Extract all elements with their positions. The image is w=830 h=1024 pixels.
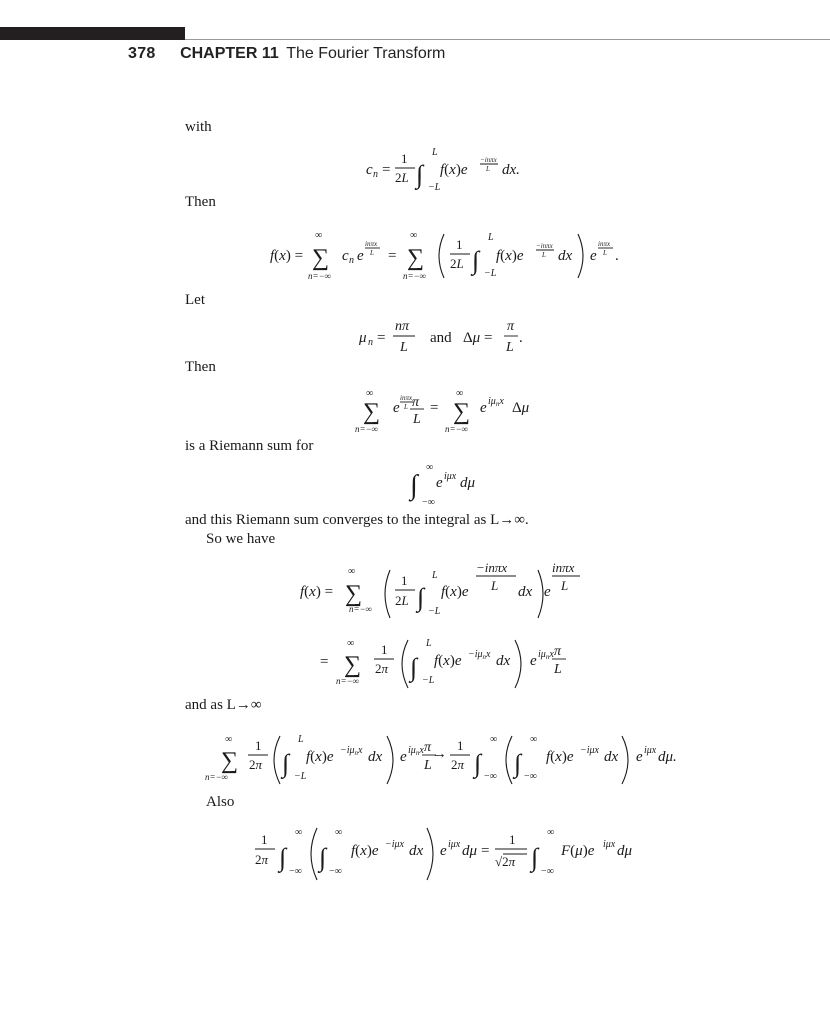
svg-text:∑: ∑ (221, 748, 239, 774)
svg-text:−L: −L (422, 675, 435, 686)
svg-text:=: = (382, 162, 391, 178)
svg-text:−iμx: −iμx (580, 745, 599, 756)
svg-text:∞: ∞ (348, 566, 356, 577)
svg-text:L: L (432, 570, 438, 581)
svg-text:∑: ∑ (363, 399, 381, 425)
svg-text:−∞: −∞ (484, 771, 497, 782)
svg-text:f(x)e: f(x)e (440, 162, 468, 178)
svg-text:dx: dx (368, 749, 383, 765)
svg-text:2L: 2L (395, 593, 409, 608)
svg-text:dμ.: dμ. (658, 749, 677, 765)
svg-text:π: π (554, 644, 562, 659)
svg-text:∫: ∫ (531, 843, 539, 872)
svg-text:1: 1 (255, 738, 262, 753)
svg-text:∫: ∫ (410, 653, 418, 682)
svg-text:=: = (430, 400, 439, 416)
svg-text:n=−∞: n=−∞ (336, 676, 360, 686)
equation-fx-sum (300, 556, 600, 624)
svg-text:−∞: −∞ (289, 866, 302, 877)
svg-text:∞: ∞ (410, 230, 418, 241)
text-then-2: Then (185, 359, 216, 375)
svg-text:f(x)e: f(x)e (351, 843, 379, 859)
svg-text:∞: ∞ (490, 734, 498, 745)
svg-text:n=−∞: n=−∞ (205, 772, 229, 782)
svg-text:dx.: dx. (502, 162, 520, 178)
equation-riemann-sum (350, 384, 540, 436)
text-also: Also (206, 794, 235, 810)
svg-text:=: = (388, 248, 397, 264)
equation-fourier-series (270, 222, 630, 286)
svg-text:∑: ∑ (312, 245, 330, 271)
svg-text:−∞: −∞ (524, 771, 537, 782)
svg-text:2L: 2L (395, 170, 409, 185)
svg-text:∫: ∫ (319, 843, 327, 872)
svg-text:∞: ∞ (547, 827, 555, 838)
svg-text:e: e (393, 400, 400, 416)
svg-text:∞: ∞ (347, 638, 355, 649)
svg-text:L: L (554, 662, 562, 677)
svg-text:−inπx: −inπx (476, 560, 508, 575)
svg-text:L: L (491, 578, 499, 593)
svg-text:∫: ∫ (417, 583, 425, 612)
svg-text:F(μ)e: F(μ)e (561, 843, 595, 859)
svg-text:−L: −L (294, 771, 307, 782)
svg-text:e: e (436, 475, 443, 491)
svg-text:e: e (440, 843, 447, 859)
svg-text:f(x)e: f(x)e (434, 653, 462, 669)
svg-text:n: n (368, 337, 373, 348)
svg-text:∞: ∞ (426, 462, 434, 473)
equation-cn (360, 140, 540, 196)
chapter-title: The Fourier Transform (286, 45, 446, 62)
svg-text:n=−∞: n=−∞ (403, 271, 427, 281)
equation-sum-2pi (320, 632, 590, 694)
svg-text:c: c (342, 248, 349, 264)
svg-text:iμx: iμx (603, 839, 616, 850)
svg-text:∞: ∞ (295, 827, 303, 838)
svg-text:1: 1 (401, 573, 408, 588)
svg-text:iμnx: $i\mu_nx$ (488, 396, 504, 408)
header-bar (0, 27, 185, 40)
svg-text:∞: ∞ (335, 827, 343, 838)
svg-text:=: = (481, 843, 490, 859)
svg-text:dμ: dμ (460, 475, 476, 491)
svg-text:−∞: −∞ (541, 866, 554, 877)
svg-text:iμx: iμx (644, 745, 657, 756)
svg-text:1: 1 (401, 151, 408, 166)
svg-text:iμx: iμx (448, 839, 461, 850)
svg-text:L: L (404, 403, 408, 411)
svg-text:∑: ∑ (345, 581, 363, 607)
svg-text:e: e (530, 653, 537, 669)
svg-text:e: e (544, 584, 551, 600)
text-riemann-intro: is a Riemann sum for (185, 438, 314, 454)
svg-text:∫: ∫ (474, 749, 482, 778)
svg-text:1: 1 (381, 642, 388, 657)
page-number: 378 (128, 45, 156, 62)
svg-text:−L: −L (428, 606, 441, 617)
svg-text:f(x)e: f(x)e (496, 248, 524, 264)
svg-text:inπx: inπx (598, 240, 611, 248)
svg-text:∫: ∫ (279, 843, 287, 872)
svg-text:e: e (480, 400, 487, 416)
svg-text:∫: ∫ (410, 470, 418, 501)
svg-text:→: → (432, 746, 447, 762)
svg-text:nπ: nπ (395, 319, 410, 334)
svg-text:∑: ∑ (344, 652, 362, 678)
svg-text:π: π (412, 395, 420, 410)
equation-mu (355, 312, 535, 358)
svg-text:dx: dx (558, 248, 573, 264)
svg-text:f(x)e: f(x)e (546, 749, 574, 765)
svg-text:dμ: dμ (462, 843, 478, 859)
svg-text:−inπx: −inπx (480, 156, 497, 164)
svg-text:−inπx: −inπx (536, 242, 553, 250)
svg-text:∑: ∑ (453, 399, 471, 425)
svg-text:∫: ∫ (472, 246, 480, 275)
svg-text:2π: 2π (255, 852, 269, 867)
svg-text:L: L (424, 758, 432, 773)
svg-text:L: L (542, 251, 546, 259)
svg-text:iμnx: $i\mu_nx$ (538, 649, 554, 661)
svg-text:inπx: inπx (400, 394, 413, 402)
svg-text:dx: dx (409, 843, 424, 859)
svg-text:L: L (486, 165, 490, 173)
svg-text:Δμ: Δμ (512, 400, 530, 416)
svg-text:inπx: inπx (552, 560, 575, 575)
text-and-as: and as L→∞ (185, 697, 262, 713)
running-header (128, 45, 445, 63)
svg-text:and: and (430, 330, 452, 346)
svg-text:L: L (426, 638, 432, 649)
svg-text:−L: −L (428, 182, 441, 193)
header-rule (185, 39, 830, 40)
svg-text:e: e (636, 749, 643, 765)
svg-text:f(x) =: f(x) = (270, 248, 304, 264)
svg-text:−∞: −∞ (329, 866, 342, 877)
svg-text:L: L (413, 412, 421, 427)
svg-text:1: 1 (261, 832, 268, 847)
equation-limit (200, 728, 680, 790)
svg-text:Δμ =: Δμ = (463, 330, 493, 346)
svg-text:=: = (377, 330, 386, 346)
svg-text:n: n (373, 169, 378, 180)
svg-text:n: n (349, 255, 354, 266)
svg-text:n=−∞: n=−∞ (308, 271, 332, 281)
svg-text:1: 1 (456, 237, 463, 252)
svg-text:n=−∞: n=−∞ (445, 424, 469, 434)
equation-also (255, 820, 645, 886)
svg-text:∞: ∞ (366, 388, 374, 399)
svg-text:L: L (400, 340, 408, 355)
svg-text:=: = (320, 654, 329, 670)
svg-text:f(x)e: f(x)e (306, 749, 334, 765)
svg-text:L: L (432, 147, 438, 158)
svg-text:L: L (488, 232, 494, 243)
svg-text:−iμnx: $-i\mu_nx$ (340, 745, 363, 757)
svg-text:f(x) =: f(x) = (300, 584, 334, 600)
text-then-1: Then (185, 194, 216, 210)
svg-text:f(x)e: f(x)e (441, 584, 469, 600)
svg-text:∞: ∞ (225, 734, 233, 745)
svg-text:2π: 2π (375, 661, 389, 676)
svg-text:c: c (366, 162, 373, 178)
svg-text:dx: dx (604, 749, 619, 765)
svg-text:π: π (507, 319, 515, 334)
svg-text:∑: ∑ (407, 245, 425, 271)
svg-text:∫: ∫ (514, 749, 522, 778)
svg-text:2π: 2π (451, 757, 465, 772)
text-let: Let (185, 292, 205, 308)
svg-text:π: π (424, 740, 432, 755)
equation-integral (410, 458, 490, 510)
svg-text:L: L (298, 734, 304, 745)
svg-text:∫: ∫ (282, 749, 290, 778)
svg-text:−∞: −∞ (422, 497, 435, 508)
svg-text:1: 1 (509, 832, 516, 847)
svg-text:1: 1 (457, 738, 464, 753)
svg-text:√2π: √2π (495, 854, 516, 869)
svg-text:e: e (357, 248, 364, 264)
svg-text:n=−∞: n=−∞ (355, 424, 379, 434)
svg-text:e: e (590, 248, 597, 264)
svg-text:e: e (400, 749, 407, 765)
svg-text:inπx: inπx (365, 240, 378, 248)
svg-text:−iμnx: $-i\mu_nx$ (468, 649, 491, 661)
svg-text:∞: ∞ (530, 734, 538, 745)
svg-text:L: L (506, 340, 514, 355)
text-with: with (185, 119, 212, 135)
text-converges: and this Riemann sum converges to the integral as L→∞. (185, 512, 529, 528)
svg-text:2L: 2L (450, 256, 464, 271)
svg-text:dx: dx (496, 653, 511, 669)
svg-text:.: . (519, 330, 523, 346)
chapter-label: CHAPTER 11 (180, 45, 279, 62)
svg-text:∞: ∞ (315, 230, 323, 241)
text-so-we-have: So we have (206, 531, 276, 547)
svg-text:L: L (603, 249, 607, 257)
svg-text:−L: −L (484, 268, 497, 279)
svg-text:n=−∞: n=−∞ (349, 604, 373, 614)
svg-text:μ: μ (359, 330, 367, 346)
svg-text:iμx: iμx (444, 471, 457, 482)
svg-text:L: L (370, 249, 374, 257)
svg-text:dμ: dμ (617, 843, 633, 859)
svg-text:−iμx: −iμx (385, 839, 404, 850)
svg-text:.: . (615, 248, 619, 264)
svg-text:L: L (561, 578, 569, 593)
svg-text:iμnx: $i\mu_nx$ (408, 745, 424, 757)
svg-text:∞: ∞ (456, 388, 464, 399)
svg-text:dx: dx (518, 584, 533, 600)
svg-text:∫: ∫ (416, 160, 424, 189)
svg-text:2π: 2π (249, 757, 263, 772)
